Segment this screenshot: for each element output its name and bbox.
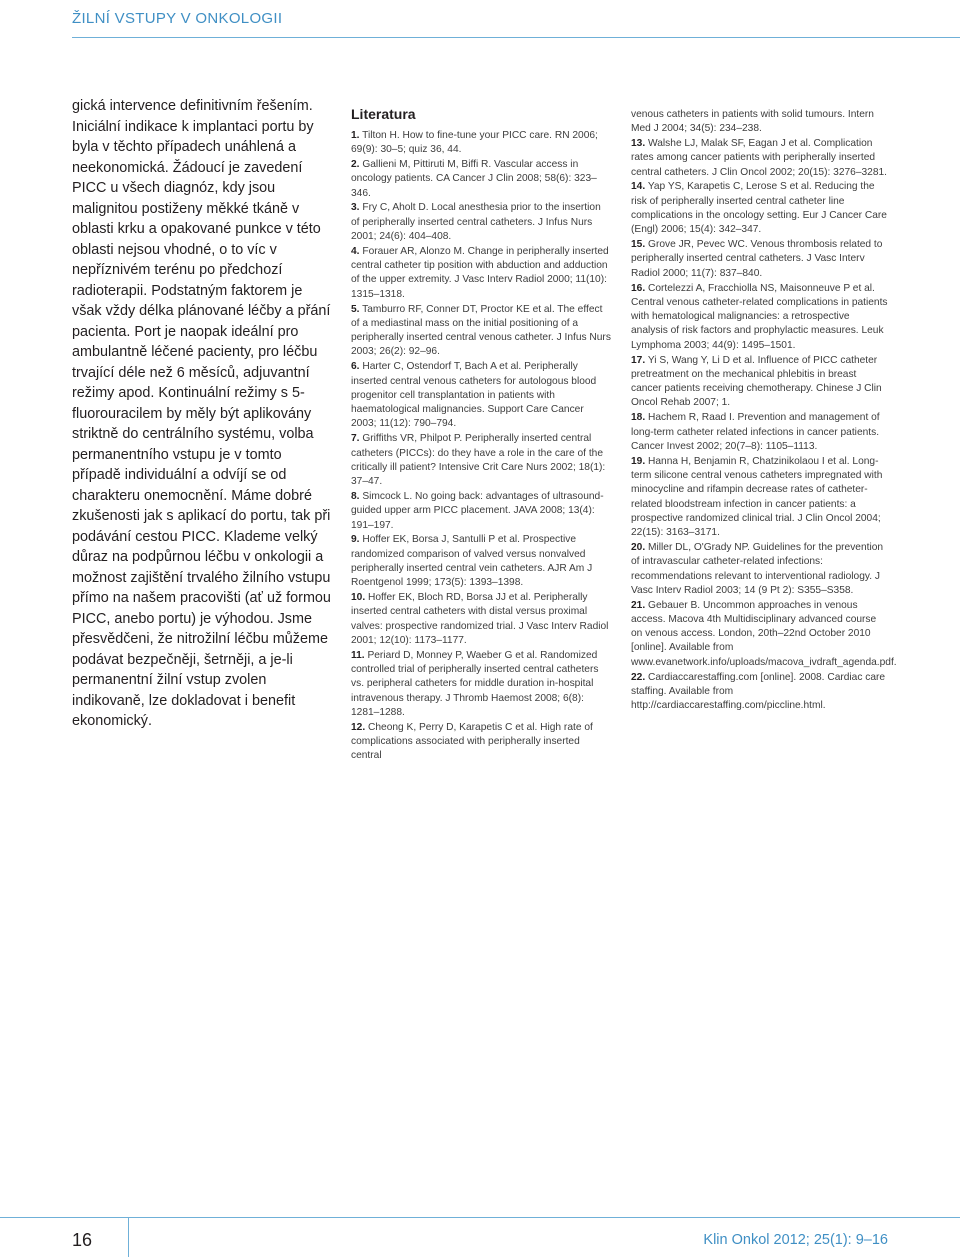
reference-item [351, 360, 611, 431]
reference-list [631, 137, 897, 713]
header-rule [72, 37, 960, 38]
reference-item [351, 721, 611, 764]
reference-text: Hanna H, Benjamin R, Chatzinikolaou I et al. Long-term silicone central venous catheters impregnated with minocycline and rifampin decrease rates of catheter-related bloodstream infection in cancer patients: a prospective randomized clinical trial. J Clin Oncol 2004; 22(15): 3163–3171. [631, 455, 883, 539]
reference-list [351, 129, 611, 764]
references-heading: Literatura [351, 106, 416, 122]
reference-item [351, 129, 611, 158]
reference-text: Simcock L. No going back: advantages of ultrasound-guided upper arm PICC placement. JAVA 2008; 13(4): 191–197. [351, 490, 604, 531]
reference-item [351, 649, 611, 720]
reference-number: 1. [351, 130, 360, 141]
reference-item [631, 541, 889, 598]
reference-number: 18. [631, 412, 646, 424]
reference-text: Forauer AR, Alonzo M. Change in peripherally inserted central catheter tip position with abduction and adduction of the upper extremity. J Vasc Interv Radiol 2000; 11(10): 1315–1318. [351, 245, 609, 300]
reference-number: 14. [631, 181, 646, 193]
reference-text: Fry C, Aholt D. Local anesthesia prior to the insertion of peripherally inserted central catheters. J Infus Nurs 2001; 24(6): 404–408. [351, 202, 601, 243]
reference-number: 7. [351, 433, 360, 445]
reference-number: 2. [351, 159, 360, 171]
reference-item [631, 671, 889, 714]
reference-item [631, 238, 889, 281]
reference-item [351, 490, 611, 533]
reference-text: Grove JR, Pevec WC. Venous thrombosis related to peripherally inserted central catheters. J Vasc Interv Radiol 2000; 11(7): 837–840. [631, 239, 883, 279]
reference-number: 15. [631, 239, 646, 251]
reference-number: 22. [631, 671, 646, 683]
reference-item [351, 245, 611, 302]
reference-text: Harter C, Ostendorf T, Bach A et al. Peripherally inserted central venous catheters for autologous blood progenitor cell transplantation in patients with haematological malignancies. Support Care Cancer 2003; 11(12): 790–794. [351, 361, 597, 430]
reference-number: 8. [351, 490, 360, 502]
reference-text: Cortelezzi A, Fracchiolla NS, Maisonneuve P et al. Central venous catheter-related complications in patients with hematological malignancies: a retrospective analysis of risk factors and prophylactic measures. Leuk Lymphoma 2003; 44(9): 1495–1501. [631, 282, 888, 351]
footer-rule [0, 1217, 960, 1218]
reference-item [351, 432, 611, 489]
reference-text: Periard D, Monney P, Waeber G et al. Randomized controlled trial of peripherally inserted central catheters vs. peripheral catheters for middle duration in-hospital intravenous therapy. J Thromb Haemost 2008; 6(8): 1281–1288. [351, 649, 599, 718]
reference-number: 12. [351, 721, 366, 733]
reference-item [351, 158, 611, 201]
reference-text: Hachem R, Raad I. Prevention and management of long-term catheter related infections in cancer patients. Cancer Invest 2002; 20(7–8): 1105–1113. [631, 412, 880, 452]
reference-number: 19. [631, 455, 646, 467]
reference-text: Yap YS, Karapetis C, Lerose S et al. Reducing the risk of peripherally inserted central catheter line complications in the oncology setting. Eur J Cancer Care (Engl) 2006; 15(4): 342–347. [631, 181, 887, 236]
reference-number: 4. [351, 245, 360, 257]
reference-item [631, 455, 889, 541]
reference-number: 9. [351, 534, 360, 546]
reference-item [351, 303, 611, 360]
reference-number: 6. [351, 361, 360, 373]
reference-number: 17. [631, 354, 646, 366]
reference-text: Hoffer EK, Bloch RD, Borsa JJ et al. Peripherally inserted central catheters with distal versus proximal valves: prospective randomized trial. J Vasc Interv Radiol 2001; 12(10): 1173–1177. [351, 592, 609, 646]
reference-item [351, 201, 611, 244]
reference-text: Yi S, Wang Y, Li D et al. Influence of PICC catheter pretreatment on the mechanical phlebitis in breast cancer patients receiving chemotherapy. Chinese J Clin Oncol Rehab 2007; 1. [631, 354, 882, 409]
reference-item [631, 354, 889, 411]
references-column-1 [351, 106, 611, 764]
references-column-2 [631, 108, 897, 714]
reference-item [631, 411, 889, 454]
reference-number: 5. [351, 303, 360, 315]
reference-text: Miller DL, O'Grady NP. Guidelines for the prevention of intravascular catheter-related infections: recommendations relevant to interventional radiology. J Vasc Interv Radiol 2003; 14 (9 Pt 2): S355–S358. [631, 541, 884, 596]
reference-item [631, 180, 889, 237]
body-column [72, 96, 332, 732]
reference-text: Gallieni M, Pittiruti M, Biffi R. Vascular access in oncology patients. CA Cancer J Clin 2008; 58(6): 323–346. [351, 159, 597, 199]
footer-divider [128, 1217, 129, 1257]
reference-text: Hoffer EK, Borsa J, Santulli P et al. Prospective randomized comparison of valved versus nonvalved peripherally inserted central vein catheters. AJR Am J Roentgenol 1999; 173(5): 1393–1398. [351, 534, 593, 589]
reference-item [631, 599, 897, 670]
reference-text: Griffiths VR, Philpot P. Peripherally inserted central catheters (PICCs): do they have a role in the care of the critically ill patient? Intensive Crit Care Nurs 2002; 18(1): 37–47. [351, 433, 606, 488]
reference-text: Cardiaccarestaffing.com [online]. 2008. Cardiac care staffing. Available from http://cardiaccarestaffing.com/piccline.html. [631, 671, 886, 712]
page-number: 16 [72, 1230, 93, 1250]
body-paragraph: gická intervence definitivním řešením. Iniciální indikace k implantaci portu by byla v těchto případech unáhlená a neekonomická. Žádoucí je zavedení PICC u všech diagnóz, kdy jsou malignitou postiženy měkké tkáně v oblasti krku a opakované punkce v této oblasti nejsou vhodné, o to víc v nepříznivém terénu po předchozí radioterapii. Podstatným faktorem je však vždy délka plánované léčby a přání pacienta. Port je naopak ideální pro ambulantně léčené pacienty, pro léčbu trvající déle než 6 měsíců, adjuvantní režimy apod. Kontinuální režimy s 5-fluorouracilem by měly být aplikovány striktně do centrálního systému, volba permanentního vstupu je v tomto případě individuální a odvíjí se od charakteru onemocnění. Máme dobré zkušenosti jak s aplikací do portu, tak při podávání cestou PICC. Klademe velký důraz na podpůrnou léčbu v onkologii a možnost zajištění trvalého žilního vstupu přímo na našem pracovišti (ať už formou PICC, anebo portu) je výhodou. Jsme přesvědčeni, že nitrožilní léčbu můžeme podávat bezpečněji, šetrněji, a je-li permanentní žilní vstup zvolen indikovaně, lze dokladovat i benefit ekonomický. [72, 98, 331, 729]
reference-text: Tamburro RF, Conner DT, Proctor KE et al. The effect of a mediastinal mass on the initial positioning of a peripherally inserted central venous catheter. J Infus Nurs 2003; 26(2): 92–96. [351, 303, 611, 358]
reference-item [351, 591, 611, 648]
reference-number: 11. [351, 649, 365, 661]
reference-number: 21. [631, 599, 646, 611]
reference-text: Tilton H. How to fine-tune your PICC care. RN 2006; 69(9): 30–5; quiz 36, 44. [351, 130, 598, 156]
reference-item [631, 282, 889, 353]
reference-text: Cheong K, Perry D, Karapetis C et al. High rate of complications associated with peripherally inserted central [351, 721, 593, 762]
reference-continuation: venous catheters in patients with solid tumours. Intern Med J 2004; 34(5): 234–238. [631, 109, 874, 135]
reference-item [351, 533, 611, 590]
running-head: ŽILNÍ VSTUPY V ONKOLOGII [72, 10, 283, 27]
reference-text: Gebauer B. Uncommon approaches in venous access. Macova 4th Multidisciplinary advanced course on venous access. London, 20th–22nd October 2010 [online]. Available from www.evanetwork.info/uploads/macova_ivdraft_agenda.pdf. [631, 599, 897, 668]
journal-citation: Klin Onkol 2012; 25(1): 9–16 [703, 1232, 888, 1248]
reference-number: 13. [631, 138, 646, 150]
reference-text: Walshe LJ, Malak SF, Eagan J et al. Complication rates among cancer patients with peripherally inserted central catheters. J Clin Oncol 2002; 20(15): 3276–3281. [631, 138, 887, 178]
reference-number: 3. [351, 202, 360, 214]
reference-number: 10. [351, 592, 366, 603]
reference-number: 20. [631, 541, 646, 553]
reference-item [631, 137, 889, 180]
reference-number: 16. [631, 282, 646, 294]
